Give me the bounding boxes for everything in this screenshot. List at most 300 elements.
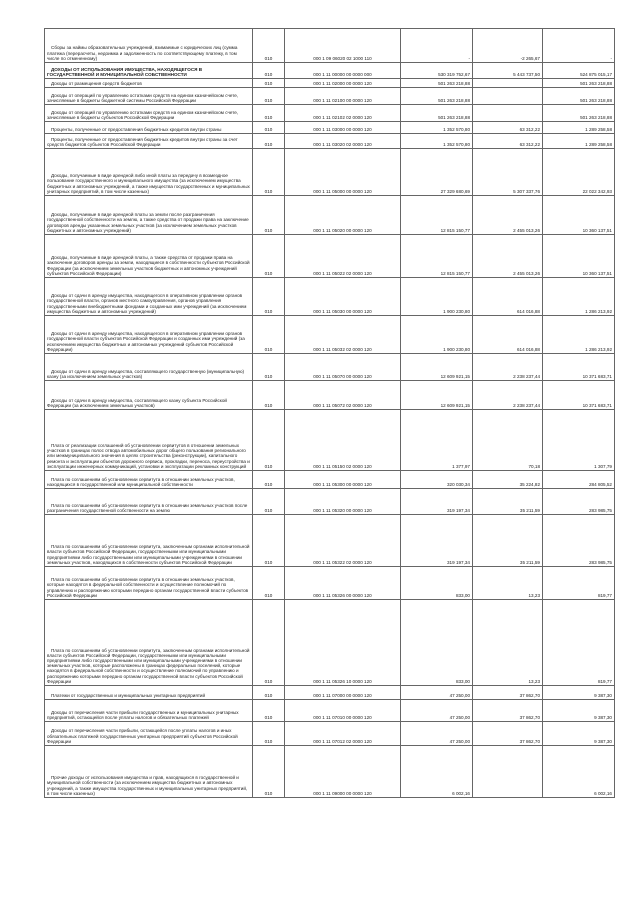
unexecuted-amount-text: 10 360 137,51 [582, 270, 612, 276]
approved-amount-text: 530 319 752,67 [438, 71, 470, 77]
table-body [45, 29, 615, 798]
unexecuted-amount [543, 63, 615, 79]
table-row [45, 700, 615, 722]
revenue-name [45, 410, 253, 471]
approved-amount-text: 1 900 230,80 [443, 346, 470, 352]
line-code [253, 63, 285, 79]
budget-code [285, 700, 401, 722]
unexecuted-amount-text: - [610, 55, 612, 61]
table-row [45, 122, 615, 134]
executed-amount [473, 381, 543, 410]
unexecuted-amount [543, 122, 615, 134]
table-row [45, 316, 615, 354]
line-code [253, 700, 285, 722]
line-code [253, 149, 285, 196]
revenue-name [45, 88, 253, 105]
table-row [45, 567, 615, 600]
executed-amount-text: 37 862,70 [519, 714, 540, 720]
budget-code [285, 354, 401, 381]
table-row [45, 79, 615, 88]
revenue-name-text: Проценты, полученные от предоставления бюджетных кредитов внутри страны за счет средств бюджетов субъектов Российской Федерации [47, 136, 238, 147]
line-code [253, 196, 285, 235]
executed-amount [473, 79, 543, 88]
executed-amount-text: 37 862,70 [519, 738, 540, 744]
revenue-name [45, 134, 253, 149]
approved-amount-text: 1 900 230,80 [443, 308, 470, 314]
revenue-name [45, 515, 253, 567]
approved-amount [401, 134, 473, 149]
line-code [253, 88, 285, 105]
budget-code [285, 235, 401, 278]
budget-code-text: 000 1 11 05020 00 0000 120 [313, 227, 372, 233]
executed-amount [473, 410, 543, 471]
revenue-name-text: Плата по соглашениям об установлении сервитута в отношении земельных участков, находящихся в государственной или муниципальной собственности [47, 476, 235, 487]
executed-amount-text: 35 211,59 [519, 559, 540, 565]
unexecuted-amount-text: 10 360 137,51 [582, 227, 612, 233]
unexecuted-amount-text: 283 985,75 [589, 559, 612, 565]
approved-amount-text: 1 377,97 [452, 463, 470, 469]
approved-amount [401, 746, 473, 798]
line-code [253, 686, 285, 700]
revenue-name-text: Доходы от сдачи в аренду имущества, составляющего государственную (муниципальную) казну (за исключением земельных участков) [47, 368, 245, 379]
unexecuted-amount-text: 1 289 258,58 [585, 126, 612, 132]
executed-amount [473, 63, 543, 79]
executed-amount-text: 13,23 [528, 592, 540, 598]
line-code-text: 010 [264, 227, 273, 233]
executed-amount-text: 2 238 237,44 [513, 402, 540, 408]
line-code [253, 79, 285, 88]
approved-amount-text: 833,00 [455, 592, 470, 598]
approved-amount-text: 47 250,00 [449, 692, 470, 698]
budget-code-text: 000 1 11 05300 00 0000 120 [313, 481, 372, 487]
budget-code-text: 000 1 09 06020 02 1000 110 [313, 55, 372, 61]
unexecuted-amount-text: 22 022 342,93 [582, 188, 612, 194]
approved-amount [401, 515, 473, 567]
unexecuted-amount-text: 283 985,75 [589, 507, 612, 513]
unexecuted-amount [543, 235, 615, 278]
unexecuted-amount [543, 278, 615, 316]
approved-amount [401, 354, 473, 381]
revenue-name-text: Доходы от перечисления части прибыли, остающейся после уплаты налогов и иных обязательных платежей государственных унитарных предприятий субъектов Российской Федерации [47, 728, 238, 744]
budget-code-text: 000 1 11 03000 00 0000 120 [313, 126, 372, 132]
table-row [45, 722, 615, 746]
budget-code [285, 134, 401, 149]
line-code-text: 010 [264, 141, 273, 147]
line-code [253, 122, 285, 134]
revenue-name-text: Плата по соглашениям об установлении сервитута, заключенным органами исполнительной власти субъектов Российской Федерации, государственными или муниципальными предприятиями либо государственными или муниципальными учреждениями в отношении земельных участков, которые расположены в границах федеральных поселений, которые находятся в федеральной собственности и осуществление полномочий по управлению и распоряжению которыми передано органам государственной власти субъектов Российской Федерации [47, 647, 250, 684]
unexecuted-amount-text: 819,77 [597, 592, 612, 598]
executed-amount [473, 722, 543, 746]
approved-amount [401, 600, 473, 686]
line-code-text: 010 [264, 481, 273, 487]
approved-amount-text: 12 815 150,77 [440, 227, 470, 233]
executed-amount-text: 2 455 013,26 [513, 227, 540, 233]
line-code [253, 105, 285, 122]
unexecuted-amount-text: 10 371 683,71 [582, 373, 612, 379]
budget-code-text: 000 1 11 02100 00 0000 120 [313, 97, 372, 103]
approved-amount [401, 316, 473, 354]
executed-amount [473, 686, 543, 700]
executed-amount [473, 235, 543, 278]
revenue-name-text: Доходы от операций по управлению остатками средств на едином казначейском счете, зачисляемые в бюджеты бюджетной системы Российской Федерации [47, 92, 239, 103]
unexecuted-amount [543, 722, 615, 746]
budget-code-text: 000 1 11 05070 00 0000 120 [313, 373, 372, 379]
executed-amount [473, 489, 543, 515]
revenue-name [45, 354, 253, 381]
executed-amount-text: 63 312,22 [519, 126, 540, 132]
budget-code [285, 381, 401, 410]
unexecuted-amount-text: 1 289 258,58 [585, 141, 612, 147]
approved-amount-text: 6 002,16 [452, 790, 470, 796]
unexecuted-amount-text: 1 286 213,92 [585, 308, 612, 314]
line-code [253, 515, 285, 567]
revenue-name [45, 105, 253, 122]
unexecuted-amount-text: 6 002,16 [594, 790, 612, 796]
budget-code-text: 000 1 11 05150 02 0000 120 [313, 463, 372, 469]
budget-revenue-table [44, 28, 615, 798]
revenue-name [45, 686, 253, 700]
unexecuted-amount-text: 501 263 218,88 [580, 114, 612, 120]
budget-code-text: 000 1 11 07000 00 0000 120 [313, 692, 372, 698]
revenue-name-text: Плата по соглашениям об установлении сервитута, заключенным органами исполнительной власти субъектов Российской Федерации, государственными или муниципальными предприятиями либо государственными или муниципальными учреждениями в отношении земельных участков, находящихся в собственности субъектов Российской Федерации [47, 544, 250, 565]
revenue-name-text: Плата от реализации соглашений об установлении сервитутов в отношении земельных участков в границах полос отвода автомобильных дорог общего пользования регионального или межмуниципального значения в целях строительства (реконструкции), капитального ремонта и эксплуатации объектов дорожного сервиса, прокладки, переноса, переустройства и эксплуатации инженерных коммуникаций, установки и эксплуатации рекламных конструкций [47, 442, 250, 469]
line-code-text: 010 [264, 463, 273, 469]
budget-code-text: 000 1 11 05022 02 0000 120 [313, 270, 372, 276]
budget-code-text: 000 1 11 07010 00 0000 120 [313, 714, 372, 720]
table-row [45, 600, 615, 686]
unexecuted-amount [543, 381, 615, 410]
table-row [45, 149, 615, 196]
executed-amount [473, 746, 543, 798]
line-code [253, 410, 285, 471]
unexecuted-amount [543, 567, 615, 600]
table-row [45, 686, 615, 700]
unexecuted-amount-text: 9 387,30 [594, 714, 612, 720]
revenue-name [45, 235, 253, 278]
revenue-name [45, 79, 253, 88]
approved-amount [401, 29, 473, 63]
line-code-text: 010 [264, 373, 273, 379]
approved-amount [401, 149, 473, 196]
revenue-name-text: Прочие доходы от использования имущества и прав, находящихся в государственной и муниципальной собственности (за исключением имущества бюджетных и автономных учреждений, а также имущества государственных и муниципальных унитарных предприятий, в том числе казенных) [47, 775, 248, 796]
budget-code [285, 686, 401, 700]
budget-code-text: 000 1 11 02000 00 0000 120 [313, 80, 372, 86]
budget-code [285, 746, 401, 798]
executed-amount [473, 515, 543, 567]
budget-code-text: 000 1 11 00000 00 0000 000 [313, 71, 372, 77]
approved-amount-text: 12 609 921,15 [440, 402, 470, 408]
executed-amount [473, 196, 543, 235]
revenue-name-text: Плата по соглашениям об установлении сервитута в отношении земельных участков, которые находятся в федеральной собственности и осуществление полномочий по управлению и распоряжению которыми передано органам государственной власти субъектов Российской Федерации [47, 577, 249, 598]
line-code-text: 010 [264, 346, 273, 352]
line-code-text: 010 [264, 114, 273, 120]
unexecuted-amount [543, 600, 615, 686]
unexecuted-amount [543, 746, 615, 798]
budget-code [285, 515, 401, 567]
revenue-name [45, 29, 253, 63]
unexecuted-amount [543, 700, 615, 722]
line-code-text: 010 [264, 507, 273, 513]
revenue-name [45, 196, 253, 235]
revenue-name [45, 63, 253, 79]
executed-amount-text: 614 016,88 [517, 308, 540, 314]
budget-code [285, 149, 401, 196]
line-code [253, 29, 285, 63]
line-code [253, 354, 285, 381]
table-row [45, 235, 615, 278]
budget-code-text: 000 1 11 09000 00 0000 120 [313, 790, 372, 796]
executed-amount [473, 278, 543, 316]
revenue-name-text: Сборы за наймы образовательных учреждений, взимаемые с юридических лиц (сумма платежа (перерасчеты, недоимка и задолженность по соответствующему платежу, в том числе по отмененному) [47, 45, 238, 61]
budget-code [285, 722, 401, 746]
revenue-name-text: ДОХОДЫ ОТ ИСПОЛЬЗОВАНИЯ ИМУЩЕСТВА, НАХОДЯЩЕГОСЯ В ГОСУДАРСТВЕННОЙ И МУНИЦИПАЛЬНОЙ СОБСТВЕННОСТИ [47, 66, 203, 77]
revenue-name [45, 700, 253, 722]
line-code-text: 010 [264, 308, 273, 314]
budget-code [285, 278, 401, 316]
executed-amount [473, 567, 543, 600]
approved-amount-text: 1 352 570,80 [443, 126, 470, 132]
line-code-text: 010 [264, 188, 273, 194]
approved-amount [401, 105, 473, 122]
approved-amount-text: - [468, 55, 470, 61]
revenue-name [45, 471, 253, 489]
revenue-name-text: Доходы от операций по управлению остатками средств на едином казначейском счете, зачисляемые в бюджеты субъектов Российской Федерации [47, 109, 239, 120]
line-code-text: 010 [264, 678, 273, 684]
approved-amount [401, 410, 473, 471]
approved-amount [401, 567, 473, 600]
revenue-name-text: Доходы от сдачи в аренду имущества, находящегося в оперативном управлении органов государственной власти, органов местного самоуправления, органов управления государственными внебюджетными фондами и созданных ими учреждений (за исключением имущества бюджетных и автономных учреждений) [47, 293, 247, 314]
table-row [45, 278, 615, 316]
budget-code-text: 000 1 11 05326 10 0000 120 [313, 678, 372, 684]
budget-code-text: 000 1 11 05030 00 0000 120 [313, 308, 372, 314]
budget-code [285, 79, 401, 88]
unexecuted-amount-text: 284 805,52 [589, 481, 612, 487]
line-code [253, 600, 285, 686]
line-code [253, 489, 285, 515]
approved-amount-text: 501 263 218,88 [438, 80, 470, 86]
executed-amount [473, 700, 543, 722]
approved-amount [401, 88, 473, 105]
revenue-name-text: Доходы, получаемые в виде арендной платы, а также средства от продажи права на заключение договоров аренды за земли, находящиеся в собственности субъектов Российской Федерации (за исключением земельных участков бюджетных и автономных учреждений субъектов Российской Федерации) [47, 255, 250, 276]
unexecuted-amount [543, 134, 615, 149]
unexecuted-amount-text: 524 875 015,17 [580, 71, 612, 77]
budget-code [285, 489, 401, 515]
budget-code [285, 122, 401, 134]
approved-amount-text: 501 263 218,88 [438, 114, 470, 120]
unexecuted-amount [543, 149, 615, 196]
line-code [253, 471, 285, 489]
budget-code [285, 196, 401, 235]
budget-code-text: 000 1 11 05326 00 0000 120 [313, 592, 372, 598]
line-code-text: 010 [264, 714, 273, 720]
executed-amount-text: 2 455 013,26 [513, 270, 540, 276]
approved-amount [401, 471, 473, 489]
approved-amount [401, 278, 473, 316]
budget-code-text: 000 1 11 05072 02 0000 120 [313, 402, 372, 408]
line-code [253, 381, 285, 410]
line-code-text: 010 [264, 790, 273, 796]
revenue-name [45, 746, 253, 798]
budget-code [285, 316, 401, 354]
budget-code [285, 29, 401, 63]
executed-amount [473, 316, 543, 354]
table-row [45, 63, 615, 79]
table-row [45, 88, 615, 105]
line-code [253, 316, 285, 354]
approved-amount [401, 722, 473, 746]
executed-amount [473, 149, 543, 196]
revenue-name-text: Доходы, получаемые в виде арендной платы за земли после разграничения государственной собственности на землю, а также средства от продажи права на заключение договоров аренды указанных земельных участков (за исключением земельных участков бюджетных и автономных учреждений) [47, 212, 249, 233]
executed-amount [473, 354, 543, 381]
line-code-text: 010 [264, 559, 273, 565]
executed-amount-text: 5 307 337,76 [513, 188, 540, 194]
budget-code-text: 000 1 11 05320 00 0000 120 [313, 507, 372, 513]
revenue-name [45, 567, 253, 600]
approved-amount-text: 319 197,34 [447, 559, 470, 565]
approved-amount-text: 1 352 570,80 [443, 141, 470, 147]
executed-amount-text: 5 443 737,50 [513, 71, 540, 77]
executed-amount-text: 13,23 [528, 678, 540, 684]
line-code [253, 235, 285, 278]
unexecuted-amount [543, 410, 615, 471]
line-code [253, 278, 285, 316]
approved-amount [401, 196, 473, 235]
line-code-text: 010 [264, 97, 273, 103]
revenue-name [45, 278, 253, 316]
unexecuted-amount-text: 1 307,79 [594, 463, 612, 469]
budget-code [285, 410, 401, 471]
line-code-text: 010 [264, 126, 273, 132]
unexecuted-amount-text: 9 387,30 [594, 738, 612, 744]
approved-amount-text: 319 197,34 [447, 507, 470, 513]
revenue-name [45, 316, 253, 354]
revenue-name-text: Доходы от сдачи в аренду имущества, составляющего казну субъекта Российской Федерации (за исключением земельных участков) [47, 397, 227, 408]
table-row [45, 354, 615, 381]
table-row [45, 29, 615, 63]
budget-code [285, 600, 401, 686]
revenue-name-text: Доходы от сдачи в аренду имущества, находящегося в оперативном управлении органов государственной власти субъектов Российской Федерации и созданных ими учреждений (за исключением имущества бюджетных и автономных учреждений субъектов Российской Федерации) [47, 331, 245, 352]
unexecuted-amount [543, 196, 615, 235]
executed-amount [473, 471, 543, 489]
approved-amount [401, 122, 473, 134]
revenue-name [45, 381, 253, 410]
unexecuted-amount [543, 686, 615, 700]
table-row [45, 410, 615, 471]
table-row [45, 515, 615, 567]
line-code [253, 134, 285, 149]
line-code [253, 722, 285, 746]
table-row [45, 489, 615, 515]
approved-amount-text: 47 250,00 [449, 738, 470, 744]
approved-amount [401, 79, 473, 88]
approved-amount-text: 501 263 218,88 [438, 97, 470, 103]
approved-amount [401, 381, 473, 410]
budget-code-text: 000 1 11 05000 00 0000 120 [313, 188, 372, 194]
budget-code [285, 105, 401, 122]
budget-code-text: 000 1 11 05322 02 0000 120 [313, 559, 372, 565]
executed-amount [473, 600, 543, 686]
executed-amount-text: -2 265,67 [520, 55, 540, 61]
table-row [45, 196, 615, 235]
approved-amount-text: 12 609 921,15 [440, 373, 470, 379]
line-code [253, 746, 285, 798]
revenue-name-text: Плата по соглашениям об установлении сервитута в отношении земельных участков после разграничения государственной собственности на землю [47, 502, 248, 513]
unexecuted-amount-text: 10 371 683,71 [582, 402, 612, 408]
budget-code [285, 63, 401, 79]
unexecuted-amount-text: 9 387,30 [594, 692, 612, 698]
unexecuted-amount [543, 88, 615, 105]
revenue-name [45, 600, 253, 686]
revenue-name [45, 489, 253, 515]
approved-amount [401, 235, 473, 278]
line-code [253, 567, 285, 600]
table-row [45, 746, 615, 798]
approved-amount-text: 47 250,00 [449, 714, 470, 720]
revenue-name-text: Проценты, полученные от предоставления бюджетных кредитов внутри страны [51, 126, 222, 132]
table-row [45, 105, 615, 122]
executed-amount-text: 37 862,70 [519, 692, 540, 698]
executed-amount-text: 35 211,59 [519, 507, 540, 513]
line-code-text: 010 [264, 80, 273, 86]
executed-amount-text: 35 224,82 [519, 481, 540, 487]
revenue-name-text: Платежи от государственных и муниципальных унитарных предприятий [51, 692, 206, 698]
approved-amount-text: 27 329 680,69 [440, 188, 470, 194]
approved-amount [401, 63, 473, 79]
unexecuted-amount-text: 819,77 [597, 678, 612, 684]
approved-amount-text: 320 030,34 [447, 481, 470, 487]
unexecuted-amount [543, 105, 615, 122]
budget-code [285, 471, 401, 489]
executed-amount [473, 105, 543, 122]
budget-code-text: 000 1 11 03020 02 0000 120 [313, 141, 372, 147]
unexecuted-amount [543, 316, 615, 354]
revenue-name-text: Доходы от перечисления части прибыли государственных и муниципальных унитарных предприятий, остающейся после уплаты налогов и обязательных платежей [47, 709, 239, 720]
approved-amount-text: 12 815 150,77 [440, 270, 470, 276]
unexecuted-amount [543, 354, 615, 381]
unexecuted-amount [543, 79, 615, 88]
table-row [45, 381, 615, 410]
table-row [45, 134, 615, 149]
approved-amount [401, 686, 473, 700]
line-code-text: 010 [264, 270, 273, 276]
unexecuted-amount [543, 471, 615, 489]
line-code-text: 010 [264, 692, 273, 698]
budget-code-text: 000 1 11 07012 02 0000 120 [313, 738, 372, 744]
executed-amount-text: 2 238 237,44 [513, 373, 540, 379]
executed-amount [473, 122, 543, 134]
approved-amount [401, 700, 473, 722]
budget-code [285, 567, 401, 600]
revenue-name [45, 122, 253, 134]
revenue-name [45, 722, 253, 746]
revenue-name-text: Доходы от размещения средств бюджетов [51, 80, 142, 86]
executed-amount [473, 88, 543, 105]
unexecuted-amount [543, 489, 615, 515]
unexecuted-amount-text: 501 263 218,88 [580, 80, 612, 86]
line-code-text: 010 [264, 402, 273, 408]
executed-amount-text: 63 312,22 [519, 141, 540, 147]
executed-amount-text: 614 016,88 [517, 346, 540, 352]
unexecuted-amount [543, 29, 615, 63]
table-row [45, 471, 615, 489]
budget-code-text: 000 1 11 02102 02 0000 120 [313, 114, 372, 120]
approved-amount [401, 489, 473, 515]
line-code-text: 010 [264, 71, 273, 77]
unexecuted-amount [543, 515, 615, 567]
line-code-text: 010 [264, 592, 273, 598]
revenue-name [45, 149, 253, 196]
unexecuted-amount-text: 501 263 218,88 [580, 97, 612, 103]
